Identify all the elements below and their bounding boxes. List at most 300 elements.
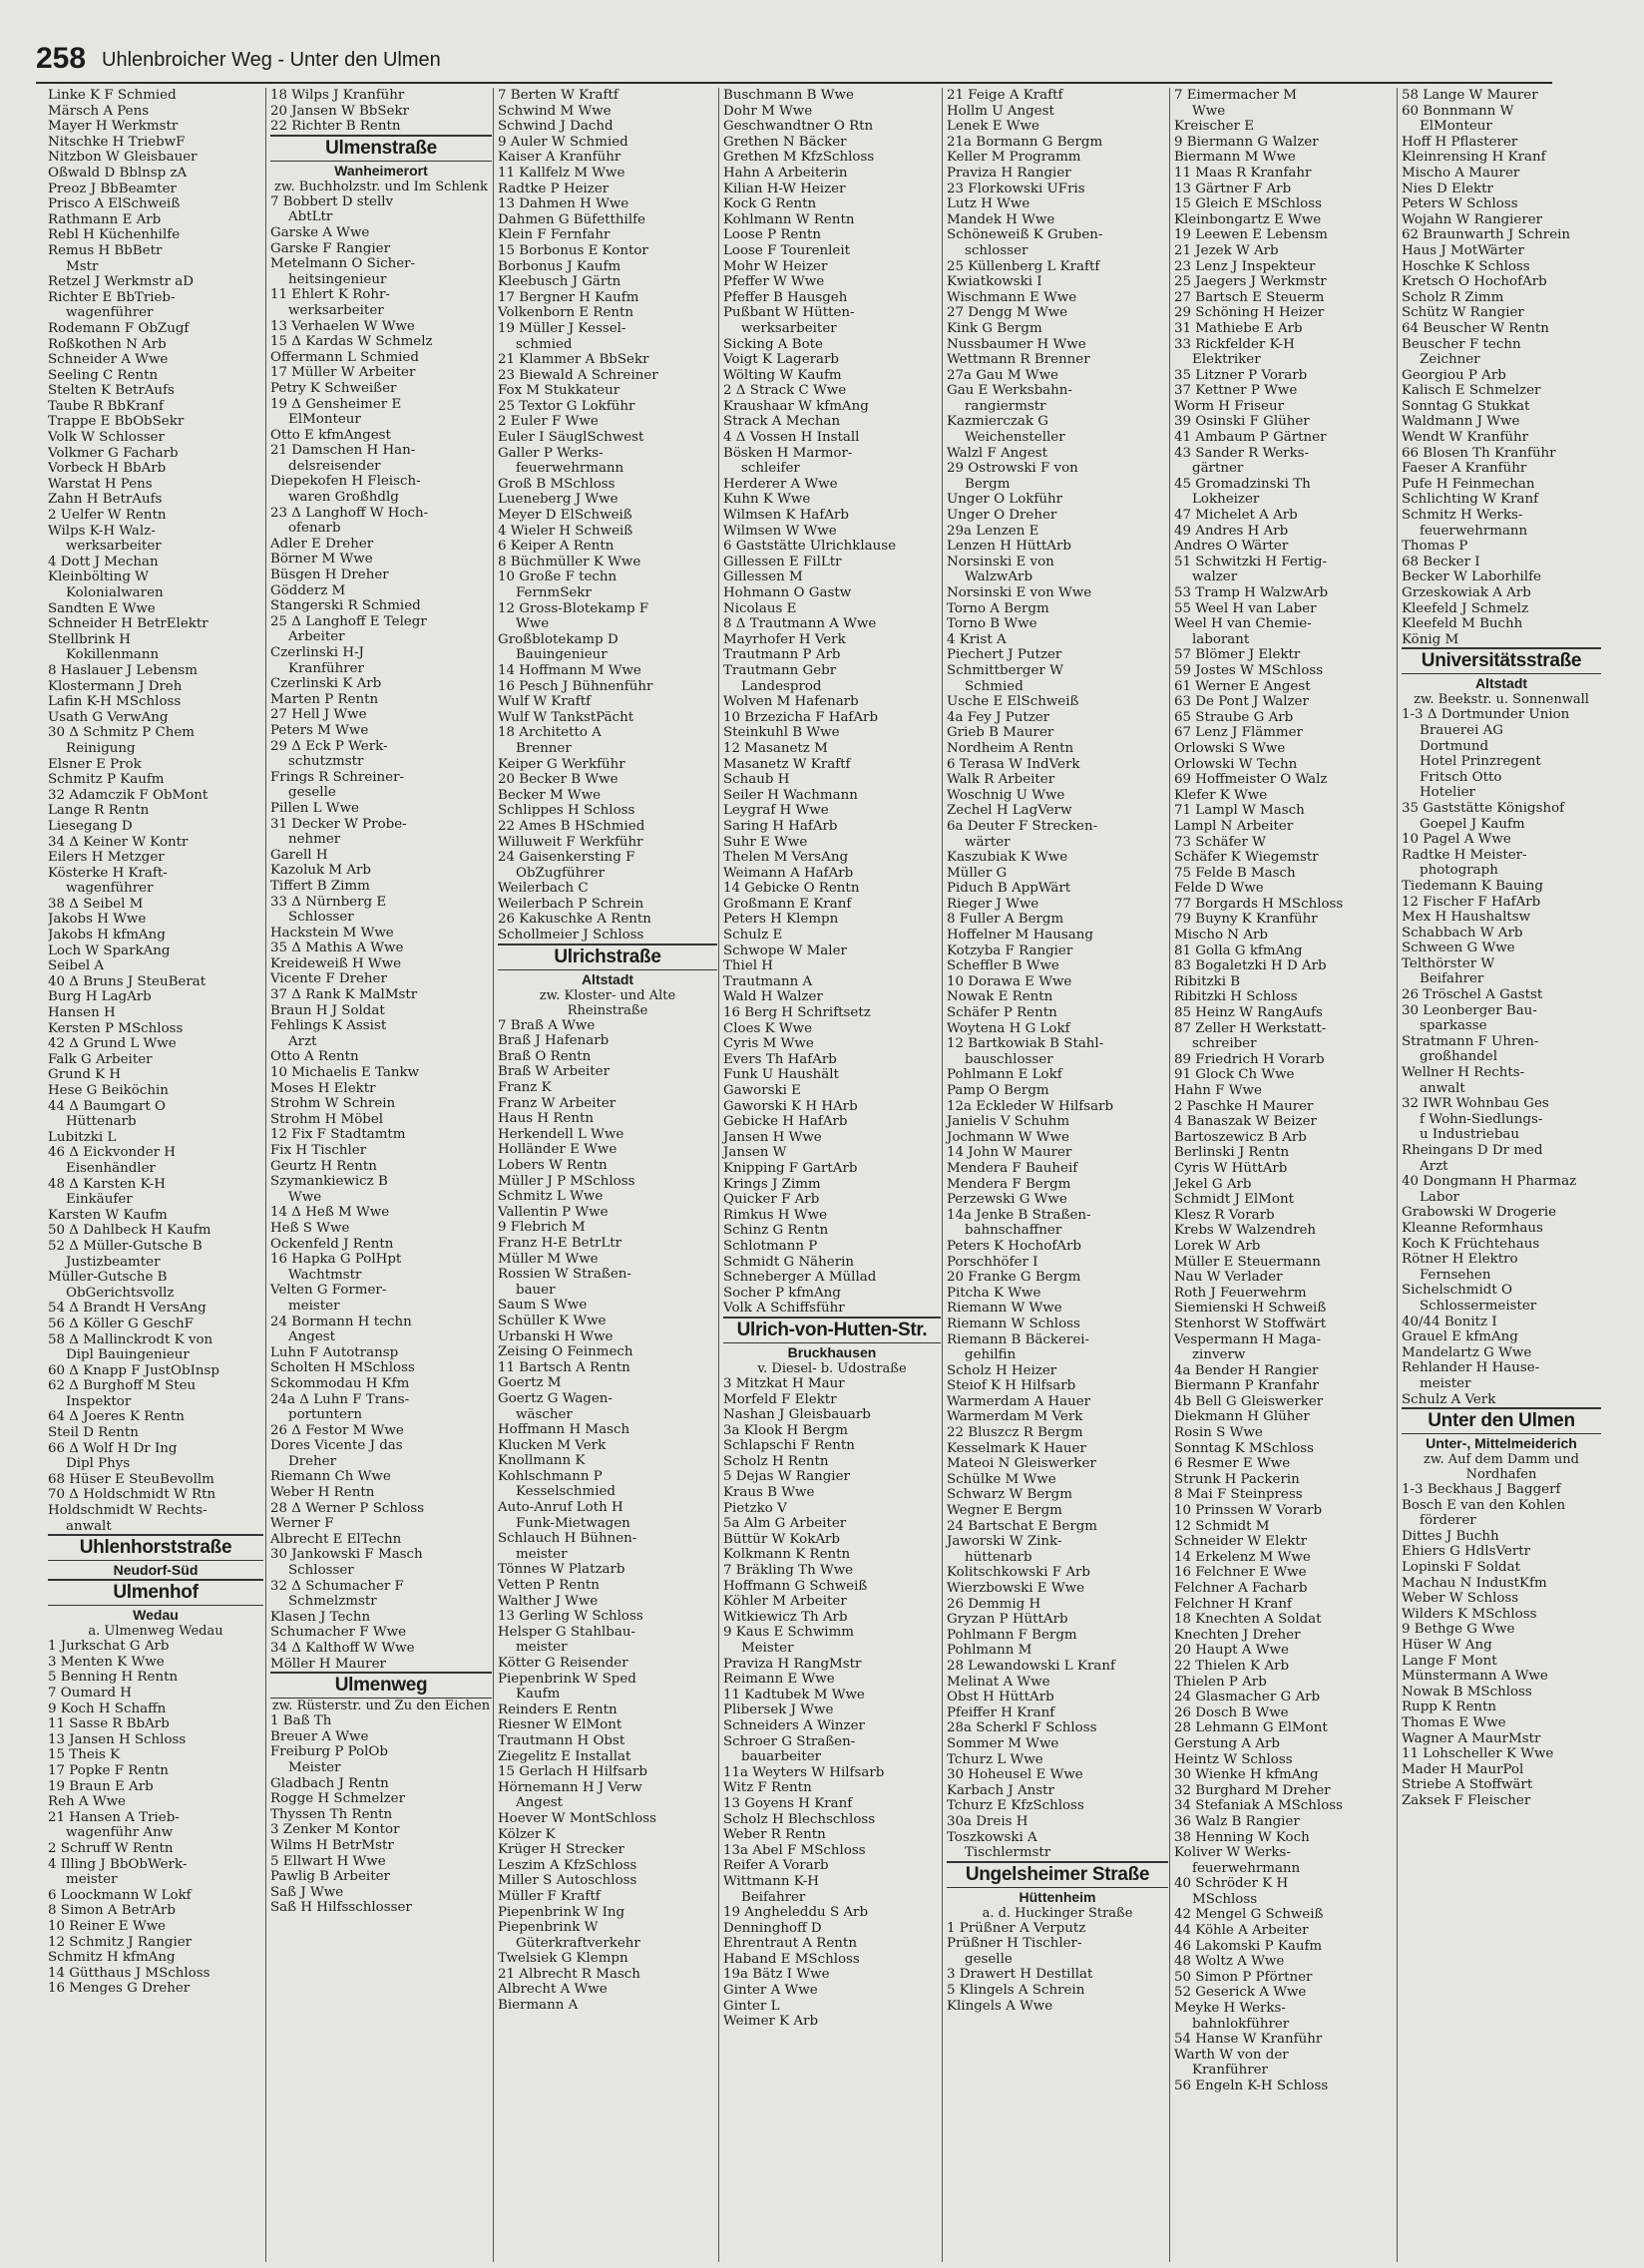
directory-entry: Müller M Wwe xyxy=(498,1251,599,1267)
directory-entry: Schneiders A Winzer xyxy=(723,1717,865,1733)
directory-entry: Jakobs H Wwe xyxy=(48,912,147,928)
directory-entry: 4a Fey J Putzer xyxy=(947,709,1050,725)
directory-entry: Strohm W Schrein xyxy=(270,1096,396,1112)
directory-entry: 54 Δ Brandt H VersAng xyxy=(48,1301,206,1317)
directory-entry: Reinigung xyxy=(66,740,136,756)
directory-entry: 30 Hoheusel E Wwe xyxy=(947,1767,1083,1783)
directory-entry: Holländer E Wwe xyxy=(498,1142,617,1158)
directory-entry: Weilerbach P Schrein xyxy=(498,896,644,912)
directory-entry: Zeichner xyxy=(1420,352,1480,368)
directory-entry: Schöneweiß K Gruben- xyxy=(947,227,1103,243)
directory-entry: Arbeiter xyxy=(288,629,345,645)
directory-entry: Striebe A Stoffwärt xyxy=(1402,1777,1533,1793)
directory-entry: 6 Keiper A Rentn xyxy=(498,539,615,555)
directory-entry: schleifer xyxy=(741,461,800,477)
directory-entry: 2 Uelfer W Rentn xyxy=(48,508,167,524)
directory-entry: Pawlig B Arbeiter xyxy=(270,1869,390,1885)
directory-entry: 4 Illing J BbObWerk- xyxy=(48,1856,188,1872)
directory-entry: 31 Decker W Probe- xyxy=(270,816,407,832)
street-heading: Ulmenhof xyxy=(48,1579,263,1606)
directory-entry: Schinz G Rentn xyxy=(723,1223,829,1239)
directory-entry: Tischlermstr xyxy=(965,1845,1051,1861)
directory-entry: Schüller K Wwe xyxy=(498,1313,607,1328)
directory-entry: 4a Bender H Rangier xyxy=(1174,1362,1319,1378)
directory-entry: Grzeskowiak A Arb xyxy=(1402,585,1531,600)
directory-entry: Pillen L Wwe xyxy=(270,800,359,816)
directory-entry: Rodemann F ObZugf xyxy=(48,320,190,336)
directory-entry: Labor xyxy=(1420,1189,1459,1205)
directory-entry: 83 Bogaletzki H D Arb xyxy=(1174,958,1327,974)
directory-entry: Vorbeck H BbArb xyxy=(48,461,167,477)
directory-entry: Willuweit F Werkführ xyxy=(498,834,643,850)
directory-entry: Stenhorst W Stoffwärt xyxy=(1174,1316,1327,1331)
directory-entry: 79 Buyny K Kranführ xyxy=(1174,912,1318,928)
directory-entry: Gödderz M xyxy=(270,582,346,598)
directory-entry: Funk-Mietwagen xyxy=(516,1515,630,1531)
directory-entry: 2 Paschke H Maurer xyxy=(1174,1098,1314,1114)
directory-entry: Müller E Steuermann xyxy=(1174,1254,1321,1270)
directory-entry: 3 Mitzkat H Maur xyxy=(723,1375,845,1391)
directory-entry: 81 Golla G kfmAng xyxy=(1174,943,1303,958)
directory-entry: Peters H Klempn xyxy=(723,912,839,928)
directory-entry: 20 Haupt A Wwe xyxy=(1174,1643,1289,1659)
directory-entry: Reh A Wwe xyxy=(48,1794,126,1810)
directory-entry: 48 Woltz A Wwe xyxy=(1174,1954,1285,1970)
directory-entry: Kalisch E Schmelzer xyxy=(1402,383,1541,399)
directory-entry: Sonntag G Stukkat xyxy=(1402,398,1530,414)
directory-entry: Wischmann E Wwe xyxy=(947,289,1077,305)
directory-entry: Schülke M Wwe xyxy=(947,1471,1056,1487)
directory-entry: Gryzan P HüttArb xyxy=(947,1612,1068,1628)
directory-entry: Trappe E BbObSekr xyxy=(48,414,185,430)
directory-entry: 89 Friedrich H Vorarb xyxy=(1174,1051,1325,1067)
district-name: Bruckhausen xyxy=(787,1343,877,1360)
directory-entry: Müller J P MSchloss xyxy=(498,1173,635,1189)
directory-entry: Brauerei AG xyxy=(1420,722,1504,738)
directory-entry: 28 Δ Werner P Schloss xyxy=(270,1500,425,1516)
directory-entry: Linke K F Schmied xyxy=(48,88,177,103)
directory-entry: wagenführer xyxy=(66,881,154,897)
directory-entry: 37 Kettner P Wwe xyxy=(1174,383,1298,399)
directory-entry: 21a Bormann G Bergm xyxy=(947,134,1103,150)
directory-entry: Haus H Rentn xyxy=(498,1111,594,1127)
directory-entry: 6a Deuter F Strecken- xyxy=(947,818,1098,834)
directory-entry: 49 Andres H Arb xyxy=(1174,523,1289,539)
directory-entry: Angest xyxy=(288,1329,336,1345)
directory-entry: 28 Lehmann G ElMont xyxy=(1174,1720,1328,1736)
directory-entry: Frings R Schreiner- xyxy=(270,769,405,785)
street-heading: Unter den Ulmen xyxy=(1402,1407,1601,1434)
district-name: Altstadt xyxy=(581,970,634,987)
directory-entry: Riemann Ch Wwe xyxy=(270,1469,391,1485)
directory-entry: Sicking A Bote xyxy=(723,336,823,352)
directory-entry: 7 Braß A Wwe xyxy=(498,1017,596,1033)
directory-entry: feuerwehrmann xyxy=(516,461,624,477)
directory-entry: Goertz G Wagen- xyxy=(498,1390,613,1406)
directory-entry: Berlinski J Rentn xyxy=(1174,1145,1290,1161)
directory-entry: Czerlinski K Arb xyxy=(270,676,382,692)
street-range: zw. Auf dem Damm und Nordhafen xyxy=(1424,1452,1579,1483)
directory-entry: Funk U Haushält xyxy=(723,1067,839,1083)
directory-entry: Schmitz H kfmAng xyxy=(48,1950,176,1966)
directory-entry: Sommer M Wwe xyxy=(947,1735,1059,1751)
directory-entry: 10 Brzezicha F HafArb xyxy=(723,709,879,725)
district-name: Unter-, Mittelmeiderich xyxy=(1426,1435,1577,1452)
directory-entry: Dreher xyxy=(288,1453,337,1469)
directory-entry: Fritsch Otto xyxy=(1420,769,1502,785)
directory-entry: 16 Pesch J Bühnenführ xyxy=(498,678,653,694)
directory-entry: Schneider W Elektr xyxy=(1174,1534,1308,1550)
directory-entry: Großmann E Kranf xyxy=(723,896,852,912)
directory-entry: 17 Bergner H Kaufm xyxy=(498,289,639,305)
directory-entry: 4 Δ Vossen H Install xyxy=(723,430,860,446)
directory-entry: meister xyxy=(288,1298,340,1314)
directory-entry: 30 Leonberger Bau- xyxy=(1402,1002,1537,1018)
directory-entry: Kleefeld M Buchh xyxy=(1402,616,1523,632)
directory-entry: Klostermann J Dreh xyxy=(48,678,183,694)
directory-entry: Walther J Wwe xyxy=(498,1593,599,1609)
directory-entry: 66 Δ Wolf H Dr Ing xyxy=(48,1440,178,1456)
directory-entry: Weichensteller xyxy=(965,430,1065,446)
directory-entry: Krings J Zimm xyxy=(723,1176,821,1192)
directory-entry: 11 Bartsch A Rentn xyxy=(498,1359,630,1375)
directory-entry: Strack A Mechan xyxy=(723,414,841,430)
directory-entry: 10 Große F techn xyxy=(498,569,617,585)
directory-entry: Mandek H Wwe xyxy=(947,211,1055,227)
directory-entry: 45 Gromadzinski Th xyxy=(1174,476,1311,492)
directory-entry: Bosch E van den Kohlen xyxy=(1402,1497,1566,1513)
directory-entry: Miller S Autoschloss xyxy=(498,1873,637,1889)
directory-entry: 46 Δ Eickvonder H xyxy=(48,1145,176,1161)
directory-entry: 12 Fischer F HafArb xyxy=(1402,894,1541,910)
directory-entry: Kesselschmied xyxy=(516,1484,616,1500)
directory-entry: Kuhn K Wwe xyxy=(723,492,811,508)
directory-entry: förderer xyxy=(1420,1513,1476,1529)
directory-entry: 46 Lakomski P Kaufm xyxy=(1174,1938,1323,1954)
directory-entry: Lokheizer xyxy=(1192,492,1260,508)
directory-entry: 3a Klook H Bergm xyxy=(723,1422,848,1438)
directory-entry: 14 Hoffmann M Wwe xyxy=(498,662,641,678)
directory-entry: Schween G Wwe xyxy=(1402,941,1515,956)
directory-entry: Mex H Haushaltsw xyxy=(1402,910,1531,926)
directory-entry: Reifer A Vorarb xyxy=(723,1858,829,1874)
directory-entry: Nitzbon W Gleisbauer xyxy=(48,150,198,166)
column-3 xyxy=(493,88,717,2262)
directory-entry: 15 Δ Kardas W Schmelz xyxy=(270,334,433,350)
directory-entry: Ehiers G HdlsVertr xyxy=(1402,1544,1531,1560)
directory-entry: Scholz H Blechschloss xyxy=(723,1811,876,1827)
directory-entry: Groß B MSchloss xyxy=(498,476,616,492)
directory-entry: Saß J Wwe xyxy=(270,1884,344,1900)
directory-entry: Kleinrensing H Kranf xyxy=(1402,150,1546,166)
directory-entry: Steiof K H Hilfsarb xyxy=(947,1378,1076,1394)
directory-entry: Quicker F Arb xyxy=(723,1192,820,1208)
directory-entry: Gebicke H HafArb xyxy=(723,1114,848,1130)
directory-entry: Lafin K-H MSchloss xyxy=(48,694,182,710)
directory-entry: 42 Mengel G Schweiß xyxy=(1174,1907,1324,1923)
directory-entry: 27 Bartsch E Steuerm xyxy=(1174,289,1325,305)
directory-entry: Dahmen G Büfetthilfe xyxy=(498,211,645,227)
directory-entry: 8 Fuller A Bergm xyxy=(947,912,1064,928)
directory-entry: Galler P Werks- xyxy=(498,445,604,461)
directory-entry: 12 Gross-Blotekamp F xyxy=(498,600,649,616)
directory-entry: Müller F Kraftf xyxy=(498,1888,601,1904)
directory-entry: Nowak E Rentn xyxy=(947,989,1053,1005)
directory-entry: Wölting W Kaufm xyxy=(723,367,842,383)
directory-entry: bauschlosser xyxy=(965,1051,1053,1067)
directory-entry: Mayrhofer H Verk xyxy=(723,631,846,647)
directory-entry: Mader H MaurPol xyxy=(1402,1761,1524,1777)
directory-entry: Jakobs H kfmAng xyxy=(48,928,166,944)
directory-entry: Gaworski K H HArb xyxy=(723,1098,858,1114)
directory-entry: Strohm H Möbel xyxy=(270,1111,384,1127)
directory-entry: 11a Weyters W Hilfsarb xyxy=(723,1764,885,1780)
directory-entry: Keiper G Werkführ xyxy=(498,756,625,772)
directory-entry: Nicolaus E xyxy=(723,600,797,616)
directory-entry: wäscher xyxy=(516,1406,573,1422)
directory-entry: 14 Gütthaus J MSchloss xyxy=(48,1965,210,1981)
directory-entry: 9 Kaus E Schwimm xyxy=(723,1625,854,1641)
directory-entry: Hoffelner M Hausang xyxy=(947,928,1093,944)
directory-entry: 70 Δ Holdschmidt W Rtn xyxy=(48,1487,216,1503)
directory-entry: Geurtz H Rentn xyxy=(270,1158,377,1174)
directory-entry: Justizbeamter xyxy=(66,1254,161,1270)
directory-entry: Börner M Wwe xyxy=(270,552,373,567)
directory-entry: 35 Gaststätte Königshof xyxy=(1402,800,1565,816)
directory-entry: Grabowski W Drogerie xyxy=(1402,1205,1557,1221)
directory-entry: sparkasse xyxy=(1420,1018,1487,1034)
directory-entry: Telthörster W xyxy=(1402,955,1495,971)
directory-entry: 8 Haslauer J Lebensm xyxy=(48,662,198,678)
directory-entry: 5 Benning H Rentn xyxy=(48,1670,179,1686)
directory-entry: Volkmer G Facharb xyxy=(48,445,179,461)
directory-entry: Peters K HochofArb xyxy=(947,1238,1081,1254)
directory-entry: 40 Dongmann H Pharmaz xyxy=(1402,1174,1577,1190)
directory-entry: 18 Architetto A xyxy=(498,725,602,741)
directory-entry: 22 Ames B HSchmied xyxy=(498,818,645,834)
directory-entry: 14 John W Maurer xyxy=(947,1145,1072,1161)
directory-entry: Schmied xyxy=(965,678,1024,694)
directory-entry: Gillessen E FilLtr xyxy=(723,554,842,569)
directory-entry: Twelsiek G Klempn xyxy=(498,1951,628,1967)
directory-entry: Felchner A Facharb xyxy=(1174,1581,1308,1596)
directory-entry: Georgiou P Arb xyxy=(1402,367,1506,383)
directory-entry: 32 IWR Wohnbau Ges xyxy=(1402,1096,1549,1112)
directory-entry: 13 Gerling W Schloss xyxy=(498,1609,643,1625)
directory-entry: Wilmsen W Wwe xyxy=(723,523,837,539)
directory-entry: 58 Lange W Maurer xyxy=(1402,88,1538,103)
directory-entry: Arzt xyxy=(1420,1158,1448,1174)
directory-entry: Saß H Hilfsschlosser xyxy=(270,1900,412,1916)
directory-entry: Warth W von der xyxy=(1174,2047,1289,2063)
directory-entry: Sichelschmidt O xyxy=(1402,1283,1512,1299)
directory-entry: Schollmeier J Schloss xyxy=(498,928,644,944)
directory-entry: Hüttenarb xyxy=(66,1114,137,1130)
directory-entry: 4b Bell G Gleiswerker xyxy=(1174,1393,1324,1409)
directory-entry: Hüser W Ang xyxy=(1402,1638,1492,1654)
directory-entry: Volk A Schiffsführ xyxy=(723,1301,845,1317)
directory-entry: Radtke P Heizer xyxy=(498,181,610,196)
directory-entry: Richter E BbTrieb- xyxy=(48,289,176,305)
directory-entry: Socher P kfmAng xyxy=(723,1285,841,1301)
directory-entry: Praviza H RangMstr xyxy=(723,1656,862,1672)
directory-entry: Wwe xyxy=(516,616,550,632)
directory-entry: Kohlschmann P xyxy=(498,1468,603,1484)
directory-entry: Hahn A Arbeiterin xyxy=(723,165,848,181)
directory-entry: 35 Δ Mathis A Wwe xyxy=(270,941,404,956)
directory-entry: Wierzbowski E Wwe xyxy=(947,1581,1084,1596)
directory-entry: Elsner E Prok xyxy=(48,756,142,772)
directory-entry: Lutz H Wwe xyxy=(947,196,1030,212)
directory-entry: 9 Koch H Schaffn xyxy=(48,1701,167,1716)
directory-entry: Ginter A Wwe xyxy=(723,1983,818,1999)
directory-entry: Zahn H BetrAufs xyxy=(48,492,163,508)
directory-entry: Wachtmstr xyxy=(288,1267,362,1283)
directory-entry: Landesprod xyxy=(741,678,822,694)
directory-entry: Waldmann J Wwe xyxy=(1402,414,1520,430)
directory-entry: Buschmann B Wwe xyxy=(723,88,854,103)
directory-entry: 34 Δ Kalthoff W Wwe xyxy=(270,1641,415,1656)
directory-entry: Lange R Rentn xyxy=(48,803,150,819)
directory-entry: 12 Fix F Stadtamtm xyxy=(270,1127,406,1143)
directory-entry: Trautmann P Arb xyxy=(723,647,841,663)
directory-entry: Radtke H Meister- xyxy=(1402,847,1527,863)
directory-entry: Kilian H-W Heizer xyxy=(723,181,846,196)
directory-entry: Lueneberg J Wwe xyxy=(498,492,618,508)
column-4 xyxy=(718,88,941,2262)
directory-entry: Piduch B AppWärt xyxy=(947,881,1071,897)
directory-entry: 22 Richter B Rentn xyxy=(270,119,401,135)
directory-entry: Porschhöfer I xyxy=(947,1254,1038,1270)
directory-entry: 58 Δ Mallinckrodt K von xyxy=(48,1331,213,1347)
column-2 xyxy=(265,88,492,2262)
directory-entry: Heß S Wwe xyxy=(270,1220,350,1236)
directory-entry: Steil D Rentn xyxy=(48,1425,139,1441)
directory-entry: 54 Hanse W Kranführ xyxy=(1174,2032,1323,2048)
directory-entry: 87 Zeller H Werkstatt- xyxy=(1174,1020,1327,1036)
directory-entry: 68 Hüser E SteuBevollm xyxy=(48,1471,214,1487)
directory-entry: Cloes K Wwe xyxy=(723,1020,813,1036)
directory-entry: Klingels A Wwe xyxy=(947,1998,1053,2014)
directory-entry: Orlowski S Wwe xyxy=(1174,740,1286,756)
directory-entry: 53 Tramp H WalzwArb xyxy=(1174,585,1329,600)
directory-entry: meister xyxy=(66,1872,118,1888)
directory-entry: 26 Demmig H xyxy=(947,1596,1041,1612)
directory-entry: Woytena H G Lokf xyxy=(947,1020,1070,1036)
directory-entry: geselle xyxy=(288,785,336,801)
directory-entry: 15 Theis K xyxy=(48,1747,121,1763)
directory-entry: Dittes J Buchh xyxy=(1402,1528,1499,1544)
directory-entry: Lange F Mont xyxy=(1402,1653,1497,1669)
directory-entry: Tiffert B Zimm xyxy=(270,878,370,894)
directory-entry: Prisco A ElSchweiß xyxy=(48,196,181,212)
directory-entry: Hansen H xyxy=(48,1005,116,1021)
directory-entry: 30 Δ Schmitz P Chem xyxy=(48,725,195,741)
directory-entry: 15 Gerlach H Hilfsarb xyxy=(498,1764,647,1780)
directory-entry: Knechten J Dreher xyxy=(1174,1627,1301,1643)
street-heading: Ungelsheimer Straße xyxy=(947,1861,1168,1888)
directory-entry: Rebl H Küchenhilfe xyxy=(48,227,181,243)
directory-entry: Weber R Rentn xyxy=(723,1827,826,1843)
directory-entry: 1 Baß Th xyxy=(270,1713,332,1729)
directory-entry: Bartoszewicz B Arb xyxy=(1174,1129,1307,1145)
directory-entry: Schmittberger W xyxy=(947,662,1063,678)
directory-entry: Loose F Tourenleit xyxy=(723,242,851,258)
directory-entry: Müller-Gutsche B xyxy=(48,1270,168,1286)
directory-entry: Ockenfeld J Rentn xyxy=(270,1236,394,1252)
directory-entry: Janielis V Schuhm xyxy=(947,1114,1070,1130)
directory-entry: Sonntag K MSchloss xyxy=(1174,1440,1315,1456)
directory-entry: 19 Müller J Kessel- xyxy=(498,320,626,336)
directory-entry: Schlossermeister xyxy=(1420,1298,1537,1314)
directory-entry: Stangerski R Schmied xyxy=(270,598,421,614)
directory-entry: Velten G Former- xyxy=(270,1283,387,1299)
directory-entry: Wald H Walzer xyxy=(723,989,823,1005)
directory-entry: Pietzko V xyxy=(723,1500,787,1516)
directory-entry: Thomas E Wwe xyxy=(1402,1715,1506,1730)
directory-entry: 62 Δ Burghoff M Steu xyxy=(48,1378,197,1394)
directory-entry: Szymankiewicz B xyxy=(270,1174,388,1190)
directory-entry: Biermann M Wwe xyxy=(1174,150,1296,166)
directory-entry: Rosin S Wwe xyxy=(1174,1425,1263,1441)
directory-entry: Kraus B Wwe xyxy=(723,1485,815,1501)
directory-entry: walzer xyxy=(1192,569,1238,585)
directory-entry: Rieger J Wwe xyxy=(947,896,1039,912)
directory-entry: Einkäufer xyxy=(66,1192,133,1208)
directory-entry: Vicente F Dreher xyxy=(270,971,387,987)
directory-entry: Märsch A Pens xyxy=(48,103,150,119)
directory-entry: 29 Δ Eck P Werk- xyxy=(270,738,388,754)
directory-entry: Sandten E Wwe xyxy=(48,600,156,616)
column-1 xyxy=(48,88,263,2262)
directory-entry: 6 Terasa W IndVerk xyxy=(947,756,1080,772)
directory-entry: Meister xyxy=(288,1759,341,1775)
directory-entry: 67 Lenz J Flämmer xyxy=(1174,725,1303,741)
directory-entry: Kleefeld J Schmelz xyxy=(1402,600,1529,616)
directory-entry: Hohmann O Gastw xyxy=(723,585,852,600)
directory-entry: Mandelartz G Wwe xyxy=(1402,1344,1532,1360)
directory-entry: 34 Δ Keiner W Kontr xyxy=(48,834,189,850)
directory-entry: Stelten K BetrAufs xyxy=(48,383,175,399)
directory-entry: Hoffmann H Masch xyxy=(498,1422,630,1438)
directory-entry: Albrecht E ElTechn xyxy=(270,1531,402,1547)
directory-entry: Münstermann A Wwe xyxy=(1402,1669,1548,1685)
directory-entry: Nashan J Gleisbauarb xyxy=(723,1407,871,1423)
directory-entry: Meyke H Werks- xyxy=(1174,2001,1286,2017)
directory-entry: Norsinski E von Wwe xyxy=(947,585,1092,600)
directory-entry: Saring H HafArb xyxy=(723,818,838,834)
directory-entry: 52 Geserick A Wwe xyxy=(1174,1985,1307,2001)
directory-entry: Saum S Wwe xyxy=(498,1298,588,1314)
directory-entry: 21 Feige A Kraftf xyxy=(947,88,1063,103)
directory-entry: 10 Pagel A Wwe xyxy=(1402,832,1511,848)
directory-entry: Wendt W Kranführ xyxy=(1402,430,1529,446)
directory-entry: Goertz M xyxy=(498,1375,562,1391)
directory-entry: Kölzer K xyxy=(498,1826,556,1842)
directory-entry: Taube R BbKranf xyxy=(48,398,164,414)
directory-entry: Hotelier xyxy=(1420,785,1475,801)
directory-entry: Volkenborn E Rentn xyxy=(498,305,634,321)
directory-entry: 14 Gebicke O Rentn xyxy=(723,881,860,897)
directory-entry: Luhn F Autotransp xyxy=(270,1344,399,1360)
directory-entry: 36 Walz B Rangier xyxy=(1174,1813,1300,1829)
directory-entry: Inspektor xyxy=(66,1393,132,1409)
directory-entry: Piepenbrink W Ing xyxy=(498,1904,625,1920)
directory-entry: Schneider A Wwe xyxy=(48,352,169,368)
directory-entry: Lenzen H HüttArb xyxy=(947,539,1071,555)
directory-entry: 73 Schäfer W xyxy=(1174,834,1266,850)
directory-entry: 61 Werner E Angest xyxy=(1174,678,1311,694)
